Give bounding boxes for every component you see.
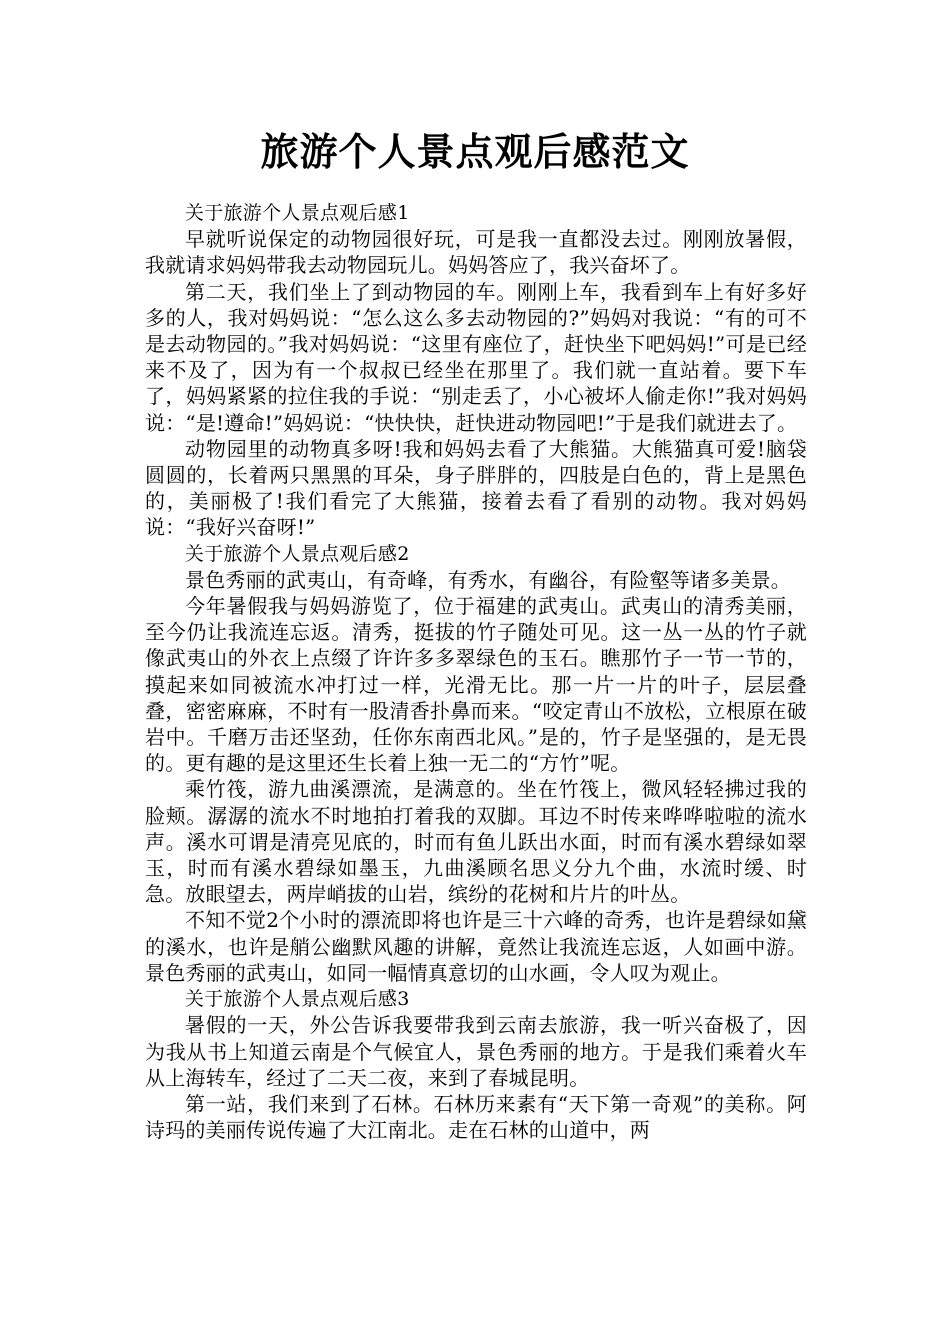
section-heading: 关于旅游个人景点观后感3	[184, 988, 410, 1011]
paragraph: 不知不觉2个小时的漂流即将也许是三十六峰的奇秀，也许是碧绿如黛的溪水，也许是艄公幽默风趣的讲解，竟然让我流连忘返，人如画中游。景色秀丽的武夷山，如同一幅情真意切的山水画，令人叹为观止。	[145, 908, 807, 985]
paragraph: 动物园里的动物真多呀!我和妈妈去看了大熊猫。大熊猫真可爱!脑袋圆圆的，长着两只黑黑的耳朵，身子胖胖的，四肢是白色的，背上是黑色的，美丽极了!我们看完了大熊猫，接着去看了看别的动物。我对妈妈说：“我好兴奋呀!”	[145, 436, 807, 540]
paragraph: 乘竹筏，游九曲溪漂流，是满意的。坐在竹筏上，微风轻轻拂过我的脸颊。潺潺的流水不时地拍打着我的双脚。耳边不时传来哗哗啦啦的流水声。溪水可谓是清亮见底的，时而有鱼儿跃出水面，时而有溪水碧绿如翠玉，时而有溪水碧绿如墨玉，九曲溪顾名思义分九个曲，水流时缓、时急。放眼望去，两岸峭拔的山岩，缤纷的花树和片片的叶丛。	[145, 777, 807, 907]
document-title: 旅游个人景点观后感范文	[260, 130, 690, 174]
paragraph: 景色秀丽的武夷山，有奇峰，有秀水，有幽谷，有险壑等诸多美景。	[185, 567, 791, 592]
document-body	[145, 200, 807, 1143]
paragraph: 第二天，我们坐上了到动物园的车。刚刚上车，我看到车上有好多好多的人，我对妈妈说：“怎么这么多去动物园的?”妈妈对我说：“有的可不是去动物园的。”我对妈妈说：“这里有座位了，赶快坐下吧妈妈!”可是已经来不及了，因为有一个叔叔已经坐在那里了。我们就一直站着。要下车了，妈妈紧紧的拉住我的手说：“别走丢了，小心被坏人偷走你!”我对妈妈说：“是!遵命!”妈妈说：“快快快，赶快进动物园吧!”于是我们就进去了。	[145, 279, 807, 435]
paragraph: 暑假的一天，外公告诉我要带我到云南去旅游，我一听兴奋极了，因为我从书上知道云南是个气候宜人，景色秀丽的地方。于是我们乘着火车从上海转车，经过了二天二夜，来到了春城昆明。	[145, 1013, 807, 1090]
paragraph: 早就听说保定的动物园很好玩，可是我一直都没去过。刚刚放暑假，我就请求妈妈带我去动物园玩儿。妈妈答应了，我兴奋坏了。	[145, 227, 807, 278]
paragraph: 第一站，我们来到了石林。石林历来素有“天下第一奇观”的美称。阿诗玛的美丽传说传遍了大江南北。走在石林的山道中，两	[145, 1091, 807, 1143]
section-heading: 关于旅游个人景点观后感2	[184, 542, 410, 565]
section-heading: 关于旅游个人景点观后感1	[184, 202, 410, 224]
paragraph: 今年暑假我与妈妈游览了，位于福建的武夷山。武夷山的清秀美丽，至今仍让我流连忘返。清秀，挺拔的竹子随处可见。这一丛一丛的竹子就像武夷山的外衣上点缀了许许多多翠绿色的玉石。瞧那竹子一节一节的，摸起来如同被流水冲打过一样，光滑无比。那一片一片的叶子，层层叠叠，密密麻麻，不时有一股清香扑鼻而来。“咬定青山不放松，立根原在破岩中。千磨万击还坚劲，任你东南西北风。”是的，竹子是坚强的，是无畏的。更有趣的是这里还生长着上独一无二的“方竹”呢。	[145, 594, 807, 776]
